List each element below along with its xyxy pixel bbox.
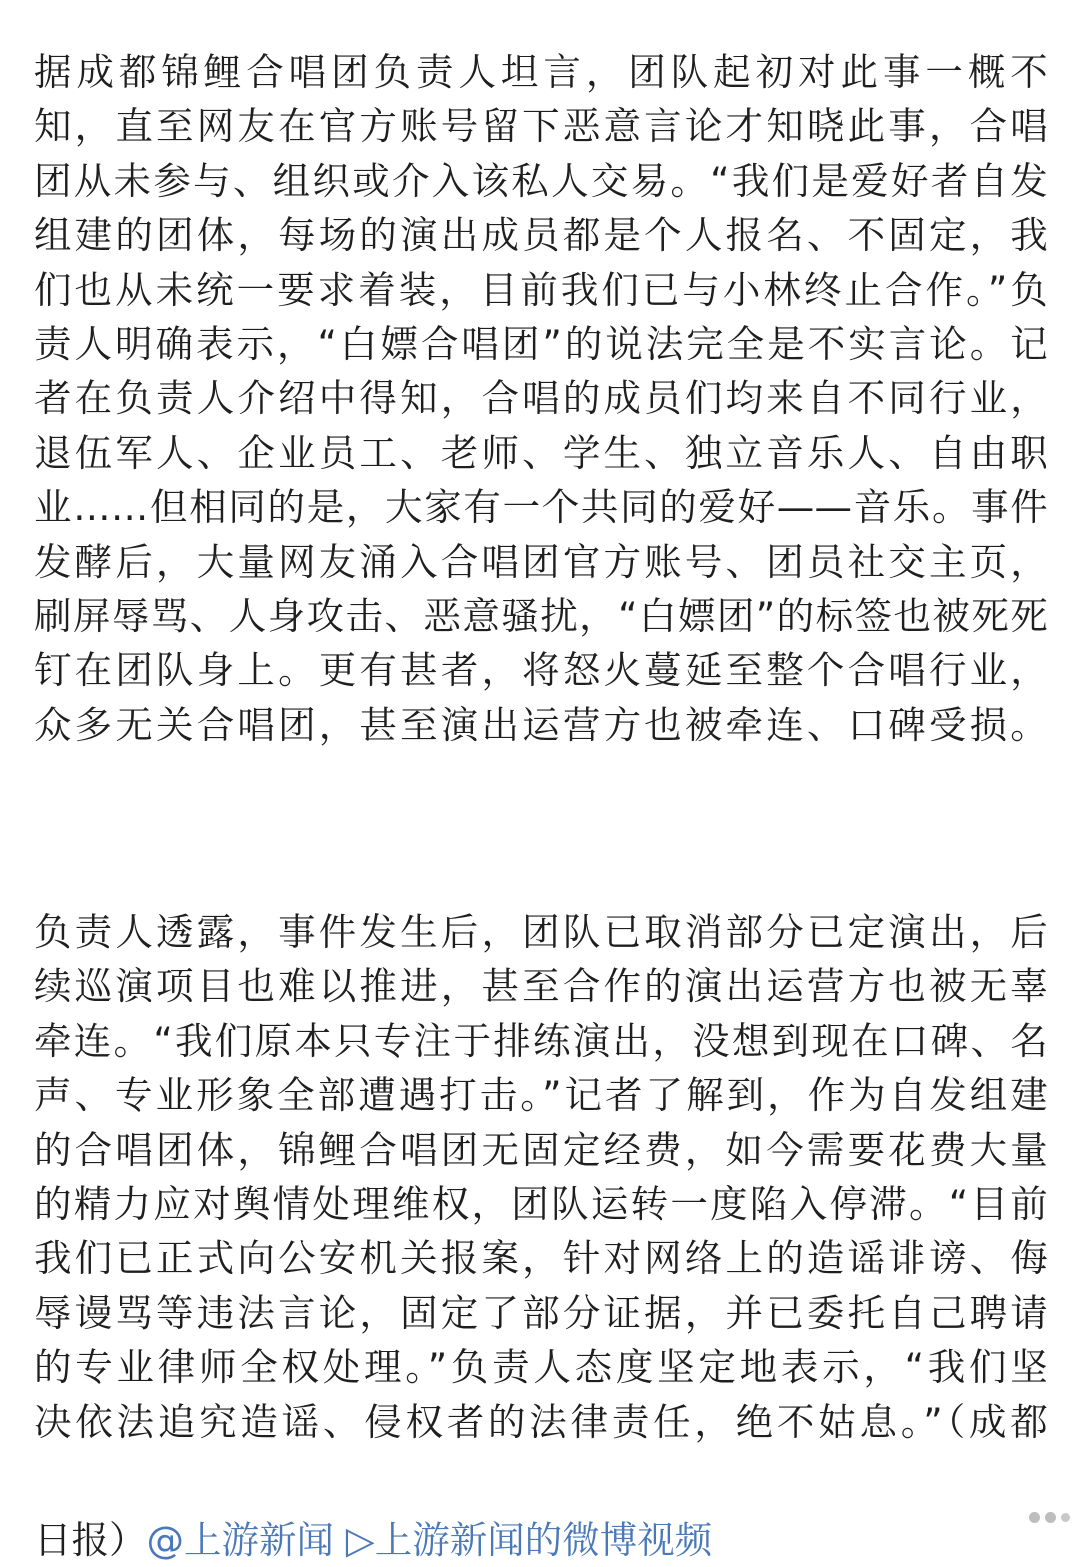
text-line: 者在负责人介绍中得知，合唱的成员们均来自不同行业，: [34, 376, 1048, 421]
text-line: 组建的团体，每场的演出成员都是个人报名、不固定，我: [34, 213, 1048, 258]
text-line: 牵连。“我们原本只专注于排练演出，没想到现在口碑、名: [34, 1018, 1048, 1063]
source-prefix: 日报）: [34, 1518, 147, 1562]
text-line: 众多无关合唱团，甚至演出运营方也被牵连、口碑受损。: [34, 702, 1048, 747]
source-line: [34, 1513, 712, 1567]
watermark: [1029, 1512, 1070, 1523]
dot-icon: [1029, 1512, 1040, 1523]
text-line: 知，直至网友在官方账号留下恶意言论才知晓此事，合唱: [34, 104, 1048, 149]
text-line: 声、专业形象全部遭遇打击。”记者了解到，作为自发组建: [34, 1073, 1048, 1118]
text-line: 刷屏辱骂、人身攻击、恶意骚扰，“白嫖团”的标签也被死死: [34, 593, 1048, 638]
video-link[interactable]: @上游新闻 ▷上游新闻的微博视频: [146, 1518, 713, 1562]
text-line: 的合唱团体，锦鲤合唱团无固定经费，如今需要花费大量: [34, 1127, 1048, 1172]
dots-watermark-icon: [1029, 1512, 1070, 1523]
text-line: 业……但相同的是，大家有一个共同的爱好——音乐。事件: [34, 485, 1048, 530]
paragraph-2: [34, 905, 1048, 1449]
text-line: 辱谩骂等违法言论，固定了部分证据，并已委托自己聘请: [34, 1290, 1048, 1335]
text-line: 负责人透露，事件发生后，团队已取消部分已定演出，后: [34, 910, 1048, 954]
paragraph-1: [34, 45, 1048, 752]
text-line: 责人明确表示，“白嫖合唱团”的说法完全是不实言论。记: [34, 321, 1048, 366]
text-line: 团从未参与、组织或介入该私人交易。“我们是爱好者自发: [34, 158, 1048, 203]
text-line: 我们已正式向公安机关报案，针对网络上的造谣诽谤、侮: [34, 1236, 1048, 1281]
text-line: 发酵后，大量网友涌入合唱团官方账号、团员社交主页，: [34, 539, 1048, 584]
dot-icon: [1045, 1512, 1056, 1523]
dot-icon: [1061, 1513, 1070, 1522]
text-line: 钉在团队身上。更有甚者，将怒火蔓延至整个合唱行业，: [34, 648, 1048, 693]
text-line: 的专业律师全权处理。”负责人态度坚定地表示，“我们坚: [34, 1345, 1048, 1390]
text-line: 的精力应对舆情处理维权，团队运转一度陷入停滞。“目前: [34, 1181, 1048, 1226]
text-line: 决依法追究造谣、侵权者的法律责任，绝不姑息。”（成都: [34, 1399, 1048, 1444]
text-line: 们也从未统一要求着装，目前我们已与小林终止合作。”负: [34, 267, 1048, 312]
text-line: 据成都锦鲤合唱团负责人坦言，团队起初对此事一概不: [34, 50, 1048, 94]
text-line: 退伍军人、企业员工、老师、学生、独立音乐人、自由职: [34, 430, 1048, 475]
text-line: 续巡演项目也难以推进，甚至合作的演出运营方也被无辜: [34, 964, 1048, 1009]
